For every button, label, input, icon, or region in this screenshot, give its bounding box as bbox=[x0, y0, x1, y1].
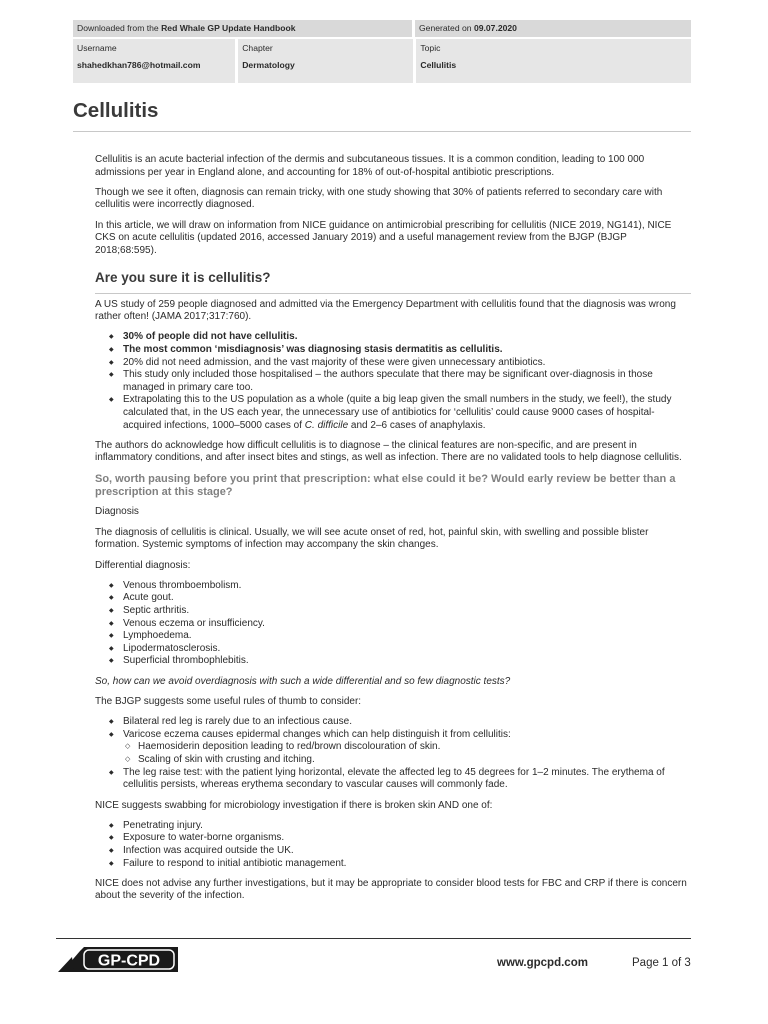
list-item: ◆ Penetrating injury. bbox=[123, 820, 691, 833]
list-item: ◆ Superficial thrombophlebitis. bbox=[123, 655, 691, 668]
closing-paragraph: NICE does not advise any further investigations, but it may be appropriate to consider blood tests for FBC and CRP if there is concern about the severity of the infection. bbox=[95, 877, 687, 902]
topic-label: Topic bbox=[420, 43, 441, 53]
finding-text: and 2–6 cases of anaphylaxis. bbox=[348, 419, 486, 431]
list-item: ◆ 20% did not need admission, and the vast majority of these were given unnecessary antibiotics. bbox=[123, 357, 691, 370]
intro-paragraph-1: Cellulitis is an acute bacterial infection of the dermis and subcutaneous tissues. It is a common condition, leading to 100 000 admissions per year in England alone, and accounting for 18% of out-of-hospital antibiotic prescriptions. bbox=[95, 154, 645, 178]
finding-bold: The most common ‘misdiagnosis’ was diagnosing stasis dermatitis as cellulitis. bbox=[123, 344, 503, 355]
meta-bottom-row bbox=[73, 39, 691, 83]
list-item: ◆ This study only included those hospitalised – the authors speculate that there may be significant over-diagnosis in those managed in primary care too. bbox=[123, 369, 691, 394]
username-cell bbox=[73, 39, 235, 83]
organism-name: C. difficile bbox=[304, 419, 349, 431]
list-item: ◆ Septic arthritis. bbox=[123, 605, 691, 618]
article-body bbox=[95, 154, 691, 911]
topic-cell bbox=[416, 39, 691, 83]
bjgp-rules-list bbox=[95, 716, 691, 792]
diagnosis-label: Diagnosis bbox=[95, 506, 139, 518]
chapter-label: Chapter bbox=[242, 43, 273, 53]
topic-value: Cellulitis bbox=[420, 60, 457, 70]
us-study-paragraph: A US study of 259 people diagnosed and admitted via the Emergency Department with cellulitis found that the diagnosis was wrong rather often! (JAMA 2017;317:760). bbox=[95, 298, 676, 323]
list-item bbox=[123, 331, 691, 344]
page-number: Page 1 of 3 bbox=[632, 957, 691, 969]
bjgp-intro: The BJGP suggests some useful rules of thumb to consider: bbox=[95, 695, 362, 707]
intro-paragraph-2: Though we see it often, diagnosis can remain tricky, with one study showing that 30% of patients referred to secondary care with cellulitis were incorrectly diagnosed. bbox=[95, 186, 663, 211]
meta-top-row bbox=[73, 20, 691, 39]
title-divider bbox=[73, 131, 691, 132]
list-item: ◆ Lymphoedema. bbox=[123, 630, 691, 643]
finding-bold: 30% of people did not have cellulitis. bbox=[123, 331, 298, 343]
list-item bbox=[123, 729, 691, 767]
overdiagnosis-question: So, how can we avoid overdiagnosis with such a wide differential and so few diagnostic tests? bbox=[95, 675, 511, 687]
list-item bbox=[123, 344, 691, 357]
nice-swab-list bbox=[95, 820, 691, 870]
sub-list-item: ◇ Scaling of skin with crusting and itching. bbox=[138, 754, 691, 767]
intro-paragraph-3: In this article, we will draw on information from NICE guidance on antimicrobial prescribing for cellulitis (NICE 2019, NG141), NICE CKS on acute cellulitis (updated 2016, accessed January 2019) and a useful management review from the BJGP (BJGP 2018;68:595). bbox=[95, 219, 672, 256]
finding-text: Extrapolating this to the US population as a whole (quite a big leap given the small numbers in the study, we feel!), the study calculated that, in the US each year, the unnecessary use of antibiotics for ‘cellulitis’ could cause 9000 cases of hospital-acquired infections, 1000–5000 cases of bbox=[123, 394, 672, 431]
list-item: ◆ Venous thromboembolism. bbox=[123, 580, 691, 593]
section-divider bbox=[95, 293, 691, 294]
generated-label: Generated on bbox=[419, 23, 472, 33]
gp-cpd-logo bbox=[58, 947, 178, 972]
download-source-cell bbox=[73, 20, 412, 37]
acknowledgement-paragraph: The authors do acknowledge how difficult cellulitis is to diagnose – the clinical features are non-specific, and are present in inflammatory conditions, and after insect bites and stings, as well as infection. There are no validated tools to help diagnose cellulitis. bbox=[95, 439, 682, 464]
chapter-cell bbox=[238, 39, 413, 83]
chapter-value: Dermatology bbox=[242, 60, 295, 70]
list-item: ◆ Venous eczema or insufficiency. bbox=[123, 618, 691, 631]
diagnosis-paragraph: The diagnosis of cellulitis is clinical. Usually, we will see acute onset of red, hot, painful skin, with swelling and possible blister formation. Systemic symptoms of infection may accompany the skin changes. bbox=[95, 526, 649, 551]
document-meta-table bbox=[73, 20, 691, 83]
list-item: ◆ Exposure to water-borne organisms. bbox=[123, 832, 691, 845]
list-item: ◆ Failure to respond to initial antibiotic management. bbox=[123, 858, 691, 871]
footer-divider bbox=[56, 938, 691, 939]
rule-text: Varicose eczema causes epidermal changes which can help distinguish it from cellulitis: bbox=[123, 728, 511, 740]
generated-cell bbox=[415, 20, 691, 37]
list-item: ◆ Acute gout. bbox=[123, 592, 691, 605]
differential-label: Differential diagnosis: bbox=[95, 559, 191, 571]
username-label: Username bbox=[77, 43, 117, 53]
username-value: shahedkhan786@hotmail.com bbox=[77, 60, 201, 70]
list-item: ◆ Infection was acquired outside the UK. bbox=[123, 845, 691, 858]
download-prefix: Downloaded from the bbox=[77, 23, 159, 33]
sub-list-item: ◇ Haemosiderin deposition leading to red/brown discolouration of skin. bbox=[138, 741, 691, 754]
list-item: ◆ Lipodermatosclerosis. bbox=[123, 643, 691, 656]
list-item: ◆ The leg raise test: with the patient lying horizontal, elevate the affected leg to 45 degrees for 1–2 minutes. The erythema of cellulitis persists, whereas erythema secondary to vascular causes will commonly fade. bbox=[123, 767, 691, 792]
list-item: ◆ Bilateral red leg is rarely due to an infectious cause. bbox=[123, 716, 691, 729]
nice-swab-intro: NICE suggests swabbing for microbiology investigation if there is broken skin AND one of: bbox=[95, 799, 493, 811]
generated-date: 09.07.2020 bbox=[473, 23, 517, 33]
page-title: Cellulitis bbox=[73, 99, 159, 122]
us-study-findings-list bbox=[95, 331, 691, 432]
section-heading-are-you-sure: Are you sure it is cellulitis? bbox=[95, 269, 271, 285]
varicose-eczema-sublist bbox=[123, 741, 691, 766]
pause-callout: So, worth pausing before you print that prescription: what else could it be? Would early review be better than a prescription at this stage? bbox=[95, 472, 676, 498]
differential-list bbox=[95, 580, 691, 668]
handbook-name: Red Whale GP Update Handbook bbox=[161, 23, 296, 33]
list-item bbox=[123, 394, 691, 432]
footer-website-link[interactable]: www.gpcpd.com bbox=[497, 957, 588, 969]
logo-text: GP-CPD bbox=[97, 952, 161, 970]
